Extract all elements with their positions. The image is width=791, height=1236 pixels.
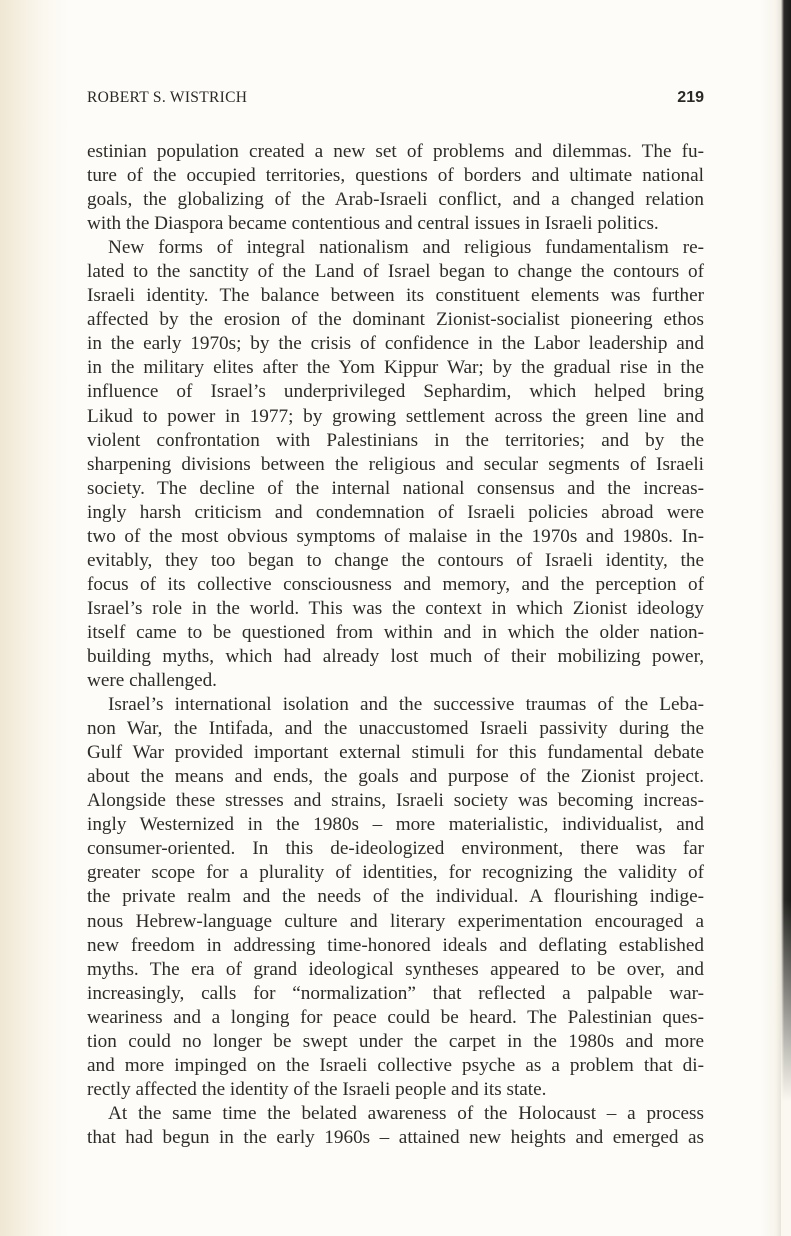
text-line: the private realm and the needs of the individual. A flourishing indige-	[87, 886, 704, 908]
text-line: Israel’s role in the world. This was the context in which Zionist ideology	[87, 597, 704, 619]
text-line: with the Diaspora became contentious and central issues in Israeli politics.	[87, 213, 659, 235]
text-line: Likud to power in 1977; by growing settlement across the green line and	[87, 405, 704, 427]
text-line: were challenged.	[87, 670, 217, 692]
text-line: Israeli identity. The balance between its constituent elements was further	[87, 285, 704, 307]
text-line: rectly affected the identity of the Israeli people and its state.	[87, 1078, 547, 1100]
text-line: society. The decline of the internal national consensus and the increas-	[87, 477, 704, 499]
paragraph-start-line: New forms of integral nationalism and religious fundamentalism re-	[108, 237, 704, 259]
text-line: in the early 1970s; by the crisis of confidence in the Labor leadership and	[87, 333, 704, 355]
page-edge-shadow	[781, 900, 791, 1236]
text-line: ingly Westernized in the 1980s – more materialistic, individualist, and	[87, 814, 704, 836]
text-line: weariness and a longing for peace could be heard. The Palestinian ques-	[87, 1006, 704, 1028]
text-line: and more impinged on the Israeli collective psyche as a problem that di-	[87, 1054, 704, 1076]
text-line: lated to the sanctity of the Land of Israel began to change the contours of	[87, 261, 704, 283]
text-line: Alongside these stresses and strains, Israeli society was becoming increas-	[87, 790, 704, 812]
text-line: two of the most obvious symptoms of malaise in the 1970s and 1980s. In-	[87, 525, 704, 547]
text-line: evitably, they too began to change the contours of Israeli identity, the	[87, 549, 704, 571]
page-number: 219	[677, 89, 704, 106]
text-line: increasingly, calls for “normalization” that reflected a palpable war-	[87, 982, 704, 1004]
text-line: greater scope for a plurality of identities, for recognizing the validity of	[87, 862, 704, 884]
running-head-author: ROBERT S. WISTRICH	[87, 89, 248, 106]
running-head	[87, 89, 704, 113]
text-line: affected by the erosion of the dominant Zionist-socialist pioneering ethos	[87, 309, 704, 331]
text-line: focus of its collective consciousness and memory, and the perception of	[87, 573, 704, 595]
text-line: in the military elites after the Yom Kippur War; by the gradual rise in the	[87, 357, 704, 379]
text-line: myths. The era of grand ideological syntheses appeared to be over, and	[87, 958, 704, 980]
text-line: itself came to be questioned from within and in which the older nation-	[87, 621, 704, 643]
text-line: goals, the globalizing of the Arab-Israeli conflict, and a changed relation	[87, 189, 704, 211]
paragraph-start-line: Israel’s international isolation and the successive traumas of the Leba-	[108, 694, 704, 716]
text-line: tion could no longer be swept under the carpet in the 1980s and more	[87, 1030, 704, 1052]
text-line: ture of the occupied territories, questions of borders and ultimate national	[87, 165, 704, 187]
text-line: about the means and ends, the goals and purpose of the Zionist project.	[87, 766, 704, 788]
text-line: non War, the Intifada, and the unaccustomed Israeli passivity during the	[87, 718, 704, 740]
text-line: building myths, which had already lost much of their mobilizing power,	[87, 645, 704, 667]
text-line: consumer-oriented. In this de-ideologized environment, there was far	[87, 838, 704, 860]
text-line: sharpening divisions between the religious and secular segments of Israeli	[87, 453, 704, 475]
body-text	[87, 140, 704, 1150]
text-line: influence of Israel’s underprivileged Sephardim, which helped bring	[87, 381, 704, 403]
text-line: new freedom in addressing time-honored ideals and deflating established	[87, 934, 704, 956]
text-line: violent confrontation with Palestinians in the territories; and by the	[87, 429, 704, 451]
text-line: ingly harsh criticism and condemnation of Israeli policies abroad were	[87, 501, 704, 523]
text-line: nous Hebrew-language culture and literary experimentation encouraged a	[87, 910, 704, 932]
text-line: estinian population created a new set of problems and dilemmas. The fu-	[87, 141, 704, 162]
paragraph-start-line: At the same time the belated awareness of the Holocaust – a process	[108, 1102, 704, 1124]
text-line: that had begun in the early 1960s – attained new heights and emerged as	[87, 1126, 704, 1148]
text-line: Gulf War provided important external stimuli for this fundamental debate	[87, 742, 704, 764]
